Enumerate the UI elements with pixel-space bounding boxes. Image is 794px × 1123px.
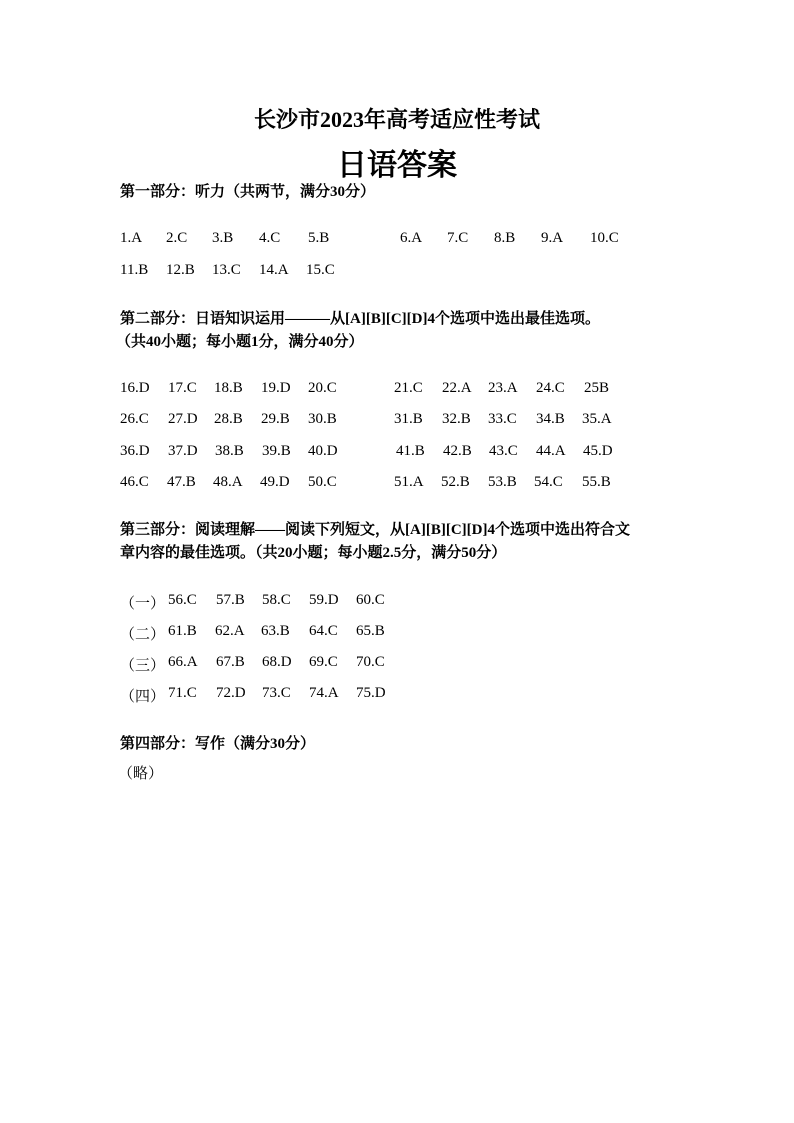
answer-item: 69.C: [309, 654, 338, 670]
answer-item: 45.D: [583, 443, 613, 459]
answer-item: 32.B: [442, 411, 471, 427]
answer-item: 49.D: [260, 474, 290, 490]
answer-item: 5.B: [308, 230, 330, 246]
group-label: （二）: [120, 627, 166, 643]
answer-item: 68.D: [262, 654, 292, 670]
answer-item: 14.A: [259, 262, 289, 278]
part2-heading-line2: （共40小题；每小题1分，满分40分）: [116, 334, 364, 350]
answer-item: 37.D: [168, 443, 198, 459]
answer-item: 3.B: [212, 230, 234, 246]
answer-item: 40.D: [308, 443, 338, 459]
answer-item: 53.B: [488, 474, 517, 490]
answer-item: 7.C: [447, 230, 469, 246]
answer-item: 17.C: [168, 380, 197, 396]
answer-item: 47.B: [167, 474, 196, 490]
answer-item: 22.A: [442, 380, 472, 396]
answer-item: 13.C: [212, 262, 241, 278]
answer-item: 71.C: [168, 685, 197, 701]
answer-item: 54.C: [534, 474, 563, 490]
answer-item: 18.B: [214, 380, 243, 396]
answer-item: 30.B: [308, 411, 337, 427]
part1-heading: 第一部分：听力（共两节，满分30分）: [120, 184, 376, 200]
part3-heading-line2: 章内容的最佳选项。（共20小题；每小题2.5分，满分50分）: [120, 545, 507, 561]
answer-item: 26.C: [120, 411, 149, 427]
answer-item: 72.D: [216, 685, 246, 701]
answer-item: 36.D: [120, 443, 150, 459]
answer-item: 64.C: [309, 623, 338, 639]
answer-item: 38.B: [215, 443, 244, 459]
answer-item: 20.C: [308, 380, 337, 396]
answer-item: 58.C: [262, 592, 291, 608]
answer-item: 33.C: [488, 411, 517, 427]
answer-item: 21.C: [394, 380, 423, 396]
answer-item: 15.C: [306, 262, 335, 278]
answer-item: 63.B: [261, 623, 290, 639]
answer-item: 44.A: [536, 443, 566, 459]
group-label: （一）: [120, 596, 166, 612]
part4-heading: 第四部分：写作（满分30分）: [120, 736, 316, 752]
answer-item: 6.A: [400, 230, 423, 246]
answer-item: 34.B: [536, 411, 565, 427]
answer-item: 28.B: [214, 411, 243, 427]
answer-item: 67.B: [216, 654, 245, 670]
answer-item: 59.D: [309, 592, 339, 608]
answer-item: 39.B: [262, 443, 291, 459]
answer-item: 46.C: [120, 474, 149, 490]
answer-item: 10.C: [590, 230, 619, 246]
answer-item: 56.C: [168, 592, 197, 608]
part4-note: （略）: [118, 766, 164, 782]
answer-item: 66.A: [168, 654, 198, 670]
answer-item: 19.D: [261, 380, 291, 396]
answer-item: 31.B: [394, 411, 423, 427]
answer-item: 9.A: [541, 230, 564, 246]
answer-item: 4.C: [259, 230, 281, 246]
answer-item: 16.D: [120, 380, 150, 396]
answer-item: 12.B: [166, 262, 195, 278]
answer-item: 23.A: [488, 380, 518, 396]
answer-item: 35.A: [582, 411, 612, 427]
answer-item: 50.C: [308, 474, 337, 490]
group-label: （四）: [120, 689, 166, 705]
part3-heading-line1: 第三部分：阅读理解——阅读下列短文，从[A][B][C][D]4个选项中选出符合文: [120, 522, 630, 538]
answer-item: 75.D: [356, 685, 386, 701]
answer-item: 24.C: [536, 380, 565, 396]
answer-item: 41.B: [396, 443, 425, 459]
answer-item: 8.B: [494, 230, 516, 246]
part2-heading-line1: 第二部分：日语知识运用———从[A][B][C][D]4个选项中选出最佳选项。: [120, 311, 600, 327]
answer-item: 61.B: [168, 623, 197, 639]
answer-item: 73.C: [262, 685, 291, 701]
answer-item: 57.B: [216, 592, 245, 608]
answer-item: 29.B: [261, 411, 290, 427]
answer-item: 60.C: [356, 592, 385, 608]
exam-subtitle: 日语答案: [337, 149, 457, 182]
answer-item: 42.B: [443, 443, 472, 459]
answer-item: 27.D: [168, 411, 198, 427]
answer-item: 25B: [584, 380, 610, 396]
answer-item: 51.A: [394, 474, 424, 490]
answer-item: 52.B: [441, 474, 470, 490]
answer-item: 55.B: [582, 474, 611, 490]
exam-title: 长沙市2023年高考适应性考试: [253, 107, 540, 132]
answer-item: 43.C: [489, 443, 518, 459]
answer-item: 74.A: [309, 685, 339, 701]
answer-item: 1.A: [120, 230, 143, 246]
answer-item: 70.C: [356, 654, 385, 670]
answer-item: 65.B: [356, 623, 385, 639]
answer-item: 48.A: [213, 474, 243, 490]
answer-item: 2.C: [166, 230, 188, 246]
group-label: （三）: [120, 658, 166, 674]
answer-item: 62.A: [215, 623, 245, 639]
answer-item: 11.B: [120, 262, 149, 278]
